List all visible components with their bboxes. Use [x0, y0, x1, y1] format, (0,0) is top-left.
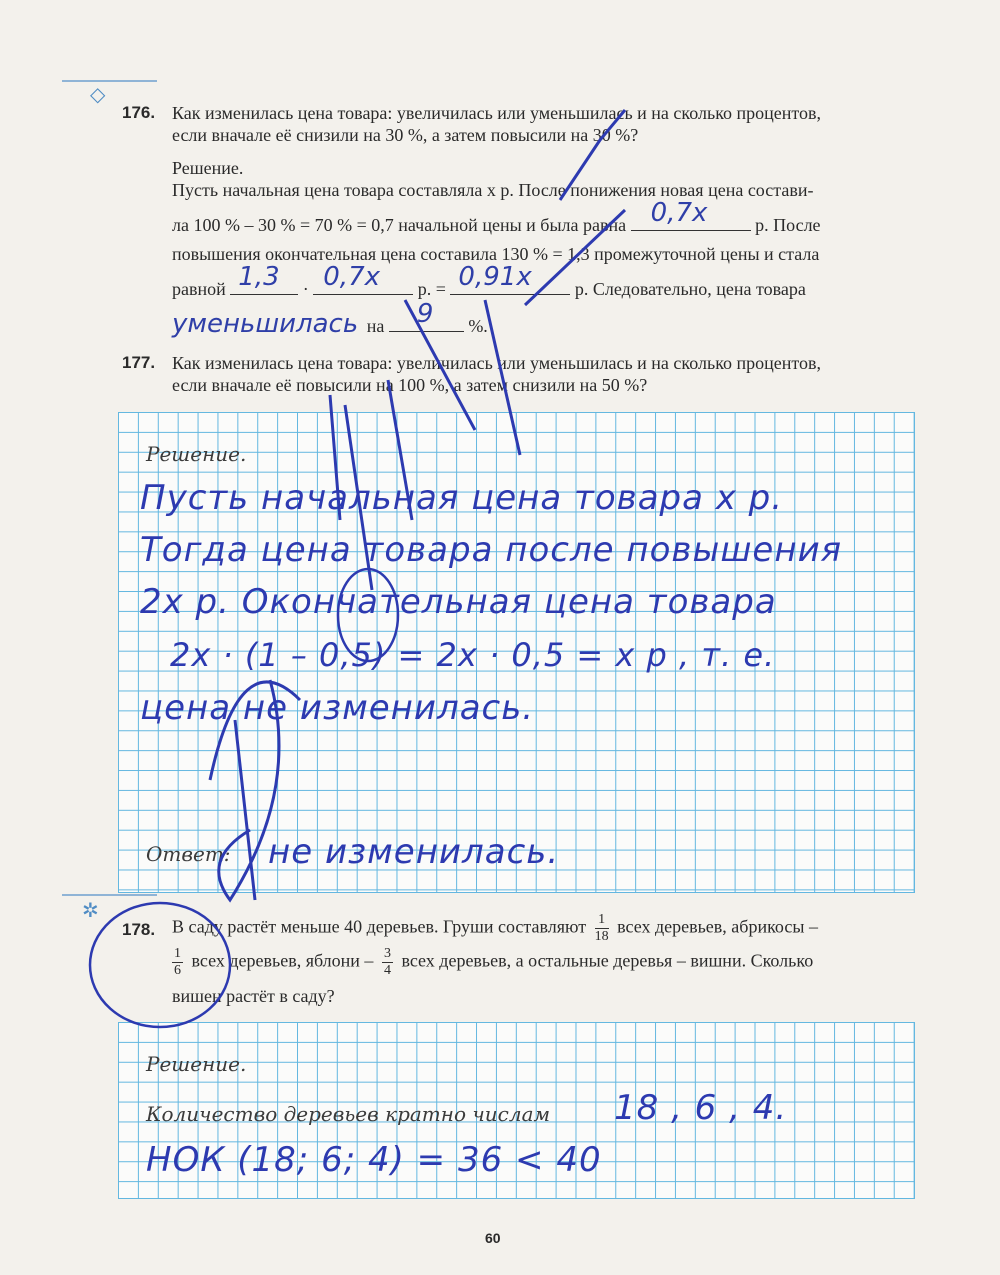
problem-176-line-1: Пусть начальная цена товара составляла x р. После понижения новая цена состави-: [172, 180, 814, 200]
p178-text-1b: всех деревьев, абрикосы –: [617, 916, 818, 937]
line-4-lead: равной: [172, 279, 226, 299]
line-2-text: ла 100 % – 30 % = 70 % = 0,7 начальной цены и была равна: [172, 215, 627, 235]
problem-177-text-1: Как изменилась цена товара: увеличилась или уменьшилась и на сколько процентов,: [172, 353, 822, 373]
answer-blank-b: [313, 262, 413, 295]
line-5-tail: %.: [468, 316, 488, 336]
hw-178-line-1: 18 , 6 , 4.: [614, 1088, 788, 1128]
fraction-3-4: [382, 946, 393, 979]
grid-177-answer-label: Ответ:: [146, 842, 231, 866]
gear-icon: ✲: [82, 898, 99, 922]
page-number: 60: [485, 1230, 501, 1246]
frac1-den: 18: [594, 929, 609, 944]
frac3-num: 3: [383, 946, 391, 961]
hw-178-line-2: НОК (18; 6; 4) = 36 < 40: [146, 1140, 602, 1180]
line-5-na: на: [366, 316, 385, 336]
answer-blank-a: [230, 262, 298, 295]
p178-text-2a: всех деревьев, яблони –: [191, 950, 374, 971]
fraction-1-6: [172, 946, 183, 979]
problem-176-solution-label: Решение.: [172, 158, 244, 178]
line-4-dot: ·: [302, 279, 309, 299]
hw-percent: 9: [416, 299, 434, 329]
line-4-mid: р. =: [417, 279, 446, 299]
hw-177-line-3: 2x р. Окончательная цена товара: [140, 582, 777, 622]
p178-text-2b: всех деревьев, а остальные деревья – вишни. Сколько: [401, 950, 814, 971]
problem-178-text-1: [172, 912, 818, 945]
problem-176-line-3: повышения окончательная цена составила 130 % = 1,3 промежуточной цены и стала: [172, 244, 820, 264]
grid-178-solution-label: Решение.: [146, 1052, 247, 1076]
hw-177-answer: не изменилась.: [268, 832, 560, 872]
answer-blank-result: [450, 262, 570, 295]
line-4-tail: р. Следовательно, цена товара: [574, 279, 806, 299]
section-rule: [62, 80, 157, 82]
hw-b: 0,7x: [323, 262, 381, 292]
problem-176-text-1: Как изменилась цена товара: увеличилась или уменьшилась и на сколько процентов,: [172, 103, 822, 123]
grid-177-solution-label: Решение.: [146, 442, 247, 466]
hw-price1: 0,7x: [650, 198, 708, 228]
hw-177-line-4: 2x · (1 – 0,5) = 2x · 0,5 = x р , т. е.: [170, 636, 776, 674]
hw-177-line-2: Тогда цена товара после повышения: [140, 530, 843, 570]
frac2-num: 1: [174, 946, 181, 961]
section-rule: [62, 894, 157, 896]
p178-text-1a: В саду растёт меньше 40 деревьев. Груши составляют: [172, 916, 587, 937]
hw-177-line-5: цена не изменилась.: [140, 688, 535, 728]
hw-direction: уменьшилась: [172, 309, 359, 339]
problem-178-number: 178.: [122, 920, 156, 939]
frac1-num: 1: [595, 912, 609, 929]
hw-a: 1,3: [238, 262, 280, 292]
answer-blank-percent: [389, 299, 464, 332]
grid-178-line-1: Количество деревьев кратно числам: [146, 1102, 551, 1126]
problem-177-number: 177.: [122, 353, 156, 372]
diamond-icon: ◇: [90, 82, 106, 106]
answer-blank-price1: [631, 198, 751, 231]
problem-176-text-2: если вначале её снизили на 30 %, а затем повысили на 30 %?: [172, 125, 639, 145]
problem-176-line-5: [172, 299, 488, 339]
line-2-tail: р. После: [755, 215, 821, 235]
problem-178-text-3: вишен растёт в саду?: [172, 986, 335, 1006]
problem-176-line-4: [172, 262, 806, 300]
frac3-den: 4: [383, 963, 391, 978]
hw-177-line-1: Пусть начальная цена товара x р.: [140, 478, 784, 518]
hw-result: 0,91x: [458, 262, 532, 292]
problem-176-line-2: [172, 198, 821, 236]
fraction-1-18: [595, 912, 609, 945]
problem-177-text-2: если вначале её повысили на 100 %, а затем снизили на 50 %?: [172, 375, 648, 395]
frac2-den: 6: [174, 963, 181, 978]
problem-176-number: 176.: [122, 103, 156, 122]
problem-178-text-2: [172, 946, 813, 979]
